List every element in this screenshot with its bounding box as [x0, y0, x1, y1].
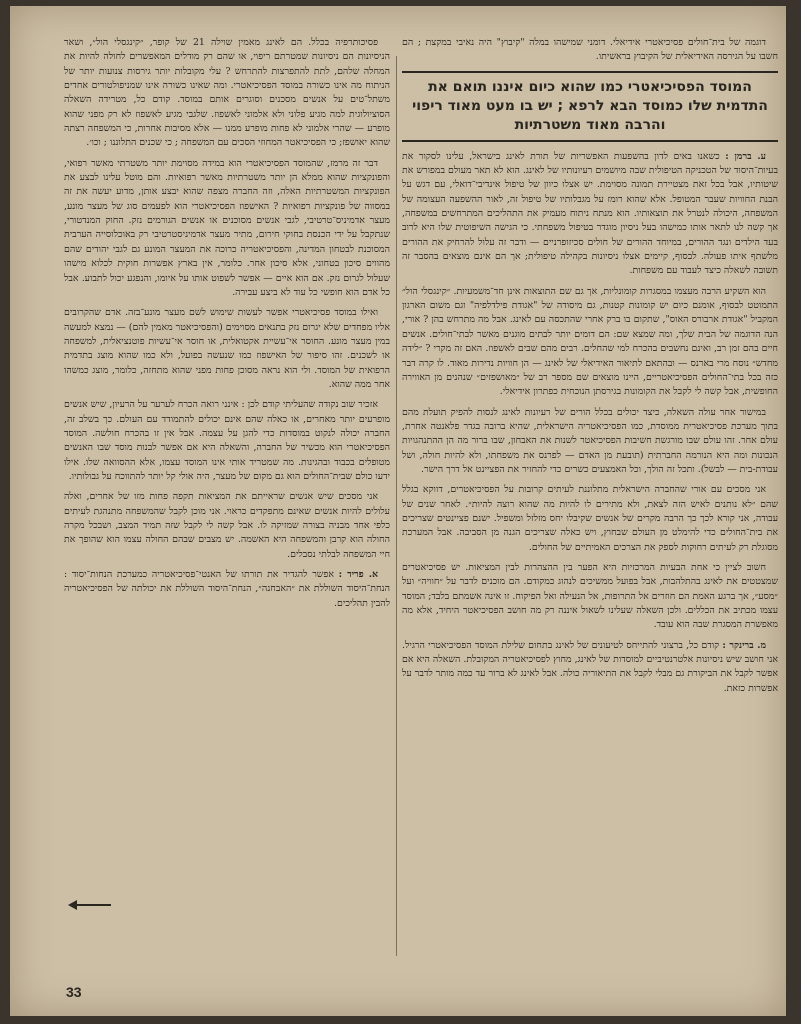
paragraph: [402, 639, 778, 696]
paragraph: [402, 406, 778, 478]
speaker-name: ע. ברמן :: [725, 150, 766, 162]
page-number: 33: [66, 984, 82, 1000]
paragraph-text: אזכיר שוב נקודה שהעליתי קודם לכן : אינני רואה הכרח לערער על הרעיון, שיש אנשים מופרעים יותר מאחרים, או כאלה שהם אינם יכולים להתמודד עם העולם. כך בשלב זה, החברה יכולה לנקוט במוסדות כדי להגן על עצמה. אבל אין זו בהכרח חולשה. המוסד הפסיכיאטרי הוא מכשיר של החברה, והשאלה היא אם אפשר לבנות מוסד שבו האנשים מטופלים בכבוד ובהגינות. מה שמטריד אותי אינו המוסד עצמו, אלא ההסוואה שלו. אילו ידעו כולם שבית־החולים הוא גם מקום של מעצר, היה אולי קל יותר להתווכח על גבולותיו.: [64, 399, 390, 482]
paragraph-text: הוא השקיע הרבה מעצמו במסגרות קומונליות, אך גם שם התוצאות אינן חד־משמעיות. ״קינגסלי הול״ התמוטט לבסוף, אומנם כיום יש קומונות קטנות, גם מיסודה של "אגודת פילדלפיה" וגם משום הארגון המקביל "אגודת ארבורס האוס", שתקום בו ברק אחרי שהתכסה עם לאינג. אבל מה מתרחש בהן ? אורי, הנה הדוגמה של הבית שלך, ומה שמצא שם: הם דומים יותר לבתים מוגנים מאשר לבתי־חולים. אנשים חיים בהם זמן רב, ואינם נחשבים בהכרח למי שהחלים. רבים מהם שבים לאשפוז. האם זה מקרי ? ״לידה מחדש״ נוסח מרי בארנס — ובהתאם לתיאור האידיאלי של לאינג — הן חוויות נדירות מאוד. לו קרה דבר כזה בכל בתי־החולים הפסיכיאטריים, היינו מוצאים שם מספר רב של ״מאושפזים״ שנהנים מן האווירה החופשית, אבל קשה לי לקבל את הקומונות בגירסתן הנוכחית כפתרון אידיאלי.: [402, 285, 778, 398]
paragraph: [64, 157, 390, 300]
speaker-name: מ. ברינקר :: [722, 639, 767, 651]
paragraph: [402, 483, 778, 555]
speaker-name: א. פריד :: [338, 569, 379, 581]
paragraph-text: כשאנו באים לדון בהשפעות האפשריות של תורת לאינג בישראל, עלינו לסקור את בעיות־היסוד של הטכניקה הטיפולית שבה מיושמים רעיונותיו של לאינג. הוא לא תאר מעולם במפורש את שיטותיו, אבל בכל זאת מצטיירת תמונה מסוימת. יש אצלו כיוון של טיפול אינדיבי־דואלי, עם דגש על הבנת החוויות שעבר המטופל. אלא שהוא רומז על מגבלותיו של טיפול זה, לאור ההשפעה העצומה של המשפחה, היכולה לנטרל את תוצאותיו. הוא מנתח ניתוח מעמיק את התהליכים המתרחשים במשפחה, אך קשה לנו לתאר אותו כמישהו בעל ניסיון מוגדר בטיפול משפחתי. כי הגישה השיפוטית שלו היא לרוב בעד הילדים ונגד ההורים, במיוחד ההורים של חולים סכיזופרניים — ודבר זה עלול להרחיק את ההורים מלשתף איתו פעולה. לבסוף, קיימים אצלו ניסיונות בקהילה טיפולית; אך הם אינם מוצאים בהסבר זה תשובה לשאלה כיצד לעבוד עם משפחות.: [402, 150, 778, 277]
paragraph-text: אני מסכים שיש אנשים שראייתם את המציאות תקפה פחות מזו של אחרים, ואלה עלולים להיות אנשים שאינם מתפקדים כראוי. אני מוכן לקבל שהמשפחה מתנהגת לעיתים כלפי אחד מבניה בצורה שמזיקה לו. אבל קשה לי לקבל שזה תמיד המצב, ושבכל מקרה החולה הוא קרבן והמשפחה היא האשמה. יש מצבים שבהם החולה עצמו הוא שהופך את חיי המשפחה לבלתי נסבלים.: [64, 491, 390, 560]
paragraph-text: קודם כל, ברצוני להתייחס לטיעונים של לאינג בתחום שלילת המוסד הפסיכיאטרי הרגיל. אני חושב שיש ניסיונות אלטרנטיביים למוסדות של לאינג, מחוץ לפסיכיאטריה המקובלת. השאלה היא אם אפשר לקבל את הביקורת גם מבלי לקבל את התיאוריה כולה. אבל לאינג לא ברור עד כמה מותר לדבר על אפשרות כזאת.: [402, 639, 778, 694]
paragraph-text: חשוב לציין כי אחת הבעיות המרכזיות היא הפער בין ההצהרות לבין המציאות. יש פסיכיאטרים שמצטטים את לאינג בהתלהבות, אבל בפועל ממשיכים לנהוג כמקודם. הם מוכנים לדבר על ״חוויה״ ועל ״מסע״, אך ברגע האמת הם חוזרים אל התרופות, אל הנעילה ואל הפיקוח. זו אינה אשמתם בלבד; המוסד עצמו מכתיב את הכללים. ולכן השאלה שעלינו לשאול איננה רק מה חושב הפסיכיאטר היחיד, אלא מה מאפשרת המסגרת שבה הוא עובד.: [402, 561, 778, 631]
magazine-page: [10, 6, 786, 1016]
paragraph-text: פסיכותרפיה בכלל. הם לאינג מאמין שוילה 21 של קופר, ״קינגסלי הול״, ושאר הניסיונות הם ניסיונות שמטרתם ריפוי, או שהם רק מודלים המאפשרים לחולה להיות את המחלה שלהם, לתת להתפרצות להתרחש ? עלי מקובלות יותר גירסות צנועות יותר של הניתוח מה אינו כשורה במוסד הפסיכיאטרי. ומה שאינו כשורה אינו שמניפולטורים אחדים משתל־טים על אנשים מסכנים וסוגרים אותם במוסד. קודם כל, מטרידה השאלה הסוציולוגית למה מגיע פלוני ולא אלמוני לאשפוז. שלגבי מגיע לאשפוז לא רק מפני שהוא מופרע — שהרי אלמוני לא פחות מופרע ממנו — אלא מסיבות אחרות, כי המשפחה רצתה שהוא יאושפז; כי הפסיכיאטר המחוזי הסכים עם המשפחה ; כי שכנים התלוננו ; וכו׳.: [64, 37, 390, 149]
paragraph-text: במישור אחר עולה השאלה, כיצד יכולים בכלל הורים של רעיונות לאינג לנסות להפיק תועלת מהם בתוך מערכת פסיכיאטרית ממוסדת, כמו הפסיכיאטריה הישראלית, שהיא ברובה בגדר פלאנטה אחרת, עולם אחר. זהו עולם שבו מורגשת חשיבות הפסיכיאטר לשנות את האבחון, שבו ברור מה הן ההתנהגויות הנכונות ומה היא הנורמה החברתית (תובעת מן האדם — לפרנס את משפחתו, ולא להיות חולה, ושל עבודת-בית — לבשל). ותכל זה הולך, וכל האמצעים כשרים כדי להחזיר את הפציינט אל דרך הישר.: [402, 406, 778, 475]
paragraph: [64, 490, 390, 562]
paragraph-text: אפשר להגדיר את תורתו של האנטי־פסיכיאטריה כמערכת הנחות־יסוד : הנחת־היסוד השוללת את ״האבחנה״, הנחת־היסוד השוללת את יכולתה של הפסיכיאטריה להבין תהליכים.: [64, 569, 390, 609]
paragraph: [64, 306, 390, 392]
left-column: [64, 36, 390, 961]
paragraph: [64, 36, 390, 151]
paragraph-text: ואילו במוסד פסיכיאטרי אפשר לעשות שימוש לשם מעצר מונע־בזה. אדם שהקרובים אליו מפחדים שלא יגרום נזק בתנאים מסוימים (והפסיכיאטר מאמין להם) — נמצא למעשה במין מעצר מונע. החוסר אי־עשיית אקטואלית, או חוסר אי־עשיות פוטנציאלית, למשפחה או לשכנים. זהו סיפור של האישפוז כמו שנעשה בפועל, ולא כמו שהוא מוצג בתדמית הרפואית של המוסד. ולי הוא נראה מסוכן פחות מפני שהוא מתחזה, כלומר, מוצג כמשהו אחר ממה שהוא.: [64, 307, 390, 390]
right-column-body: [402, 150, 778, 696]
right-column: [402, 36, 778, 961]
paragraph-text: דבר זה מרמז, שהמוסד הפסיכיאטרי הוא במידה מסוימת יותר משטרתי מאשר רפואי, והפונקציות שהוא ממלא הן יותר משטרתיות מאשר רפואיות. והם מוטל עלינו לבצע את הפונקציות המשטרתיות האלה, וזה החברה מצפה שהוא יבצע אותן, מדוע יעשה את זה במסווה של פונקציות רפואיות ? האישפוז הפסיכיאטרי הוא לפעמים סוג של מעצר מונע, מעצר אדמיניס־טרטיבי, לגבי אנשים מסוכנים או אנשים הגורמים נזק. החוק המנדטורי, שנתקבל על ידי הכנסת בחוקי חירום, מתיר מעצר אדמיניסטרטיבי רק באוכלוסייה הערבית המסוכנת לבטחון המדינה, והפסיכיאטריה כרוכה את המעצר המונע גם לגבי יהודים שהם מהווים סיכון בטחוני, אלא סיכון אחר. כלומר, אין בארץ אפשרות חוקית לכלוא מישהו שעלול לגרום נזק. אם הוא איים — אפשר לשפוט אותו על איומו, והנפגע יכול לתבוע. אבל כל אדם הוא חופשי כל עוד לא ביצע עבירה.: [64, 157, 390, 298]
paragraph-text: אני מסכים עם אורי שהחברה הישראלית מתלוננת לעיתים קרובות על הפסיכיאטרים, דווקא בגלל שהם ״לא נותנים לאיש הזה לצאת, ולא מתירים לו להיות מה שהוא רוצה להיות״. לאחר שנים של עבודה, אני קורא לכך כך הרבה מקרים של אנשים שקיבלו יחס מזלזל ומשפיל. ישנם פציינטים שצריכים את בית־החולים כדי להימלט מן העולם שבחוץ, ויש כאלה שצריכים הגנה מן הסביבה. אבל המערכת מסוגלת רק לעיתים רחוקות לספק את הצרכים האמיתיים של החולים.: [402, 484, 778, 553]
continue-arrow-icon: [68, 898, 112, 912]
paragraph: [402, 285, 778, 400]
left-column-body: [64, 36, 390, 611]
intro-text: דוגמה של בית־חולים פסיכיאטרי אידיאלי. דומני שמישהו במלה "קיבוץ" היה נאיבי במקצת ; הם חשבו על הגירסה האידיאלית של הקיבוץ בראשיתו.: [402, 37, 778, 63]
pull-quote-headline: המוסד הפסיכיאטרי כמו שהוא כיום איננו תואם את התדמית שלו כמוסד הבא לרפא ; יש בו מעט מאוד ריפוי והרבה מאוד משטרתיות: [402, 71, 778, 142]
paragraph: [402, 561, 778, 633]
column-divider: [396, 56, 397, 956]
paragraph: [64, 568, 390, 611]
paragraph: [402, 150, 778, 279]
paragraph: [64, 398, 390, 484]
